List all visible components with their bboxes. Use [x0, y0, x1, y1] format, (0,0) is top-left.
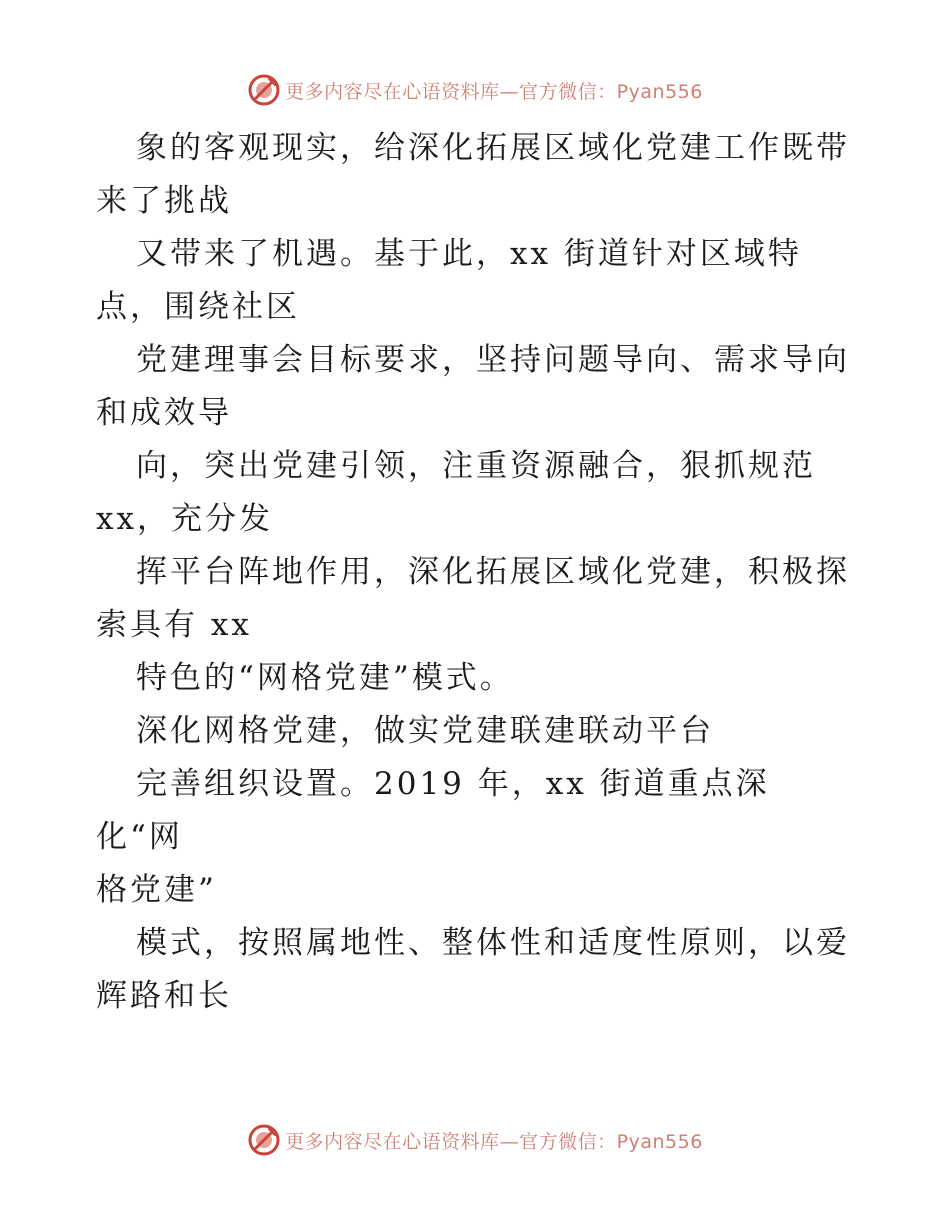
paragraph-line: 党建理事会目标要求，坚持问题导向、需求导向 [136, 342, 850, 378]
wechat-id: Pyan556 [616, 80, 703, 103]
paragraph [96, 705, 856, 758]
footer-watermark [0, 1120, 950, 1160]
watermark-text: 更多内容尽在心语资料库—官方微信：Pyan556 [285, 80, 703, 103]
wechat-id: Pyan556 [616, 1130, 703, 1153]
paragraph-continuation: 格党建” [96, 872, 217, 908]
paragraph-line: 深化网格党建，做实党建联建联动平台 [136, 713, 714, 749]
paragraph [96, 917, 856, 1023]
paragraph-continuation: 辉路和长 [96, 978, 232, 1014]
paragraph-line: 象的客观现实，给深化拓展区域化党建工作既带 [136, 130, 850, 166]
document-body [96, 122, 856, 1023]
header-watermark [0, 70, 950, 110]
paragraph [96, 334, 856, 440]
paragraph [96, 546, 856, 652]
paragraph-line: 完善组织设置。2019 年，xx 街道重点深化“网 [96, 766, 770, 855]
paragraph [96, 122, 856, 228]
paragraph-line: 向，突出党建引领，注重资源融合，狠抓规范 [136, 448, 816, 484]
paragraph [96, 228, 856, 334]
red-circular-seal-icon [247, 73, 281, 107]
paragraph-continuation: 来了挑战 [96, 183, 232, 219]
paragraph-continuation: 索具有 xx [96, 607, 252, 643]
watermark-text: 更多内容尽在心语资料库—官方微信：Pyan556 [285, 1130, 703, 1153]
paragraph [96, 652, 856, 705]
paragraph-line: 模式，按照属地性、整体性和适度性原则，以爱 [136, 925, 850, 961]
paragraph-continuation: 点，围绕社区 [96, 289, 300, 325]
paragraph-line: 又带来了机遇。基于此，xx 街道针对区域特 [136, 236, 802, 272]
paragraph-line: 特色的“网格党建”模式。 [136, 660, 514, 696]
paragraph-continuation: xx，充分发 [96, 501, 273, 537]
paragraph-continuation: 和成效导 [96, 395, 232, 431]
paragraph [96, 758, 856, 917]
paragraph-line: 挥平台阵地作用，深化拓展区域化党建，积极探 [136, 554, 850, 590]
paragraph [96, 440, 856, 546]
red-circular-seal-icon [247, 1123, 281, 1157]
